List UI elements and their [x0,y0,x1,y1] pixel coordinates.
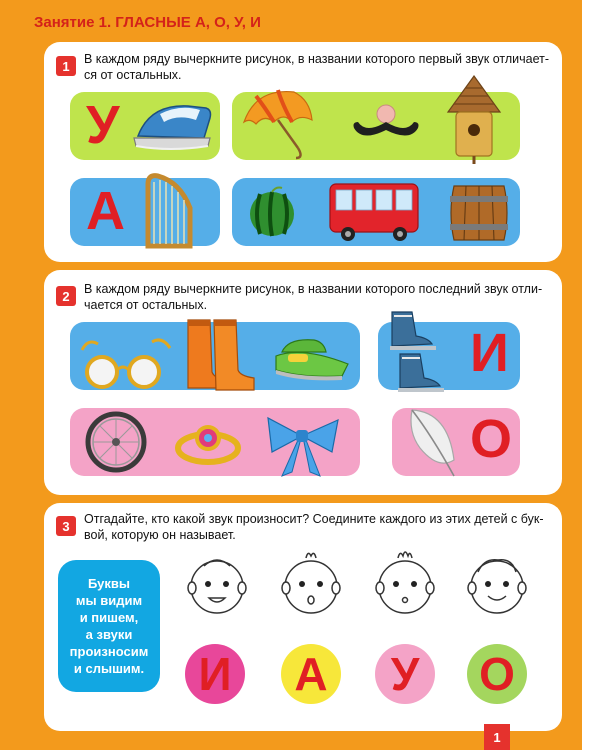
rubber-boots-picture[interactable] [182,316,258,394]
glasses-picture[interactable] [78,334,176,390]
wheel-picture[interactable] [84,410,148,474]
lesson-title: Занятие 1. ГЛАСНЫЕ А, О, У, И [34,14,261,31]
task-2-instruction [84,282,542,313]
task-1-row-2-letter[interactable]: А [86,181,125,241]
child-face-4[interactable] [464,550,530,618]
steam-iron-picture[interactable] [130,96,216,162]
task-2-instruction-line-2: чается от остальных. [84,297,208,312]
letter-circle-1[interactable]: И [185,644,245,704]
page-number: 1 [484,724,510,750]
birdhouse-picture[interactable] [444,72,504,164]
task-1-row-1-letter[interactable]: У [86,95,120,155]
letter-circle-4[interactable]: О [467,644,527,704]
harp-picture[interactable] [140,170,196,250]
task-2-row-2-letter[interactable]: О [470,409,513,469]
task-3-instruction-line-1: Отгадайте, кто какой звук произносит? Соедините каждого из этих детей с бук- [84,512,544,526]
task-1-number: 1 [56,56,76,76]
rule-line: произносим [69,644,149,659]
rule-line: а звуки [85,627,133,642]
task-1-instruction-line-1: В каждом ряду вычеркните рисунок, в названии которого первый звук отличает- [84,52,550,66]
child-face-1[interactable] [184,552,250,618]
rule-bubble [58,560,160,692]
task-2-number: 2 [56,286,76,306]
task-2-instruction-line-1: В каждом ряду вычеркните рисунок, в названии которого последний звук отли- [84,282,543,296]
moustache-picture[interactable] [350,98,422,148]
bus-picture[interactable] [326,180,422,244]
bow-picture[interactable] [262,412,342,478]
task-3-number: 3 [56,516,76,536]
page-margin [582,0,600,750]
rule-line: мы видим [75,593,143,608]
task-1-instruction-line-2: ся от остальных. [84,67,182,82]
letter-circle-3[interactable]: У [375,644,435,704]
watermelon-picture[interactable] [246,186,298,238]
task-3-instruction-line-2: вой, которую он называет. [84,527,236,542]
umbrella-picture[interactable] [238,84,318,162]
child-face-3[interactable] [372,544,438,618]
child-face-2[interactable] [278,546,344,618]
task-2-row-1-letter[interactable]: И [470,323,509,383]
rule-line: и слышим. [73,661,145,676]
feather-picture[interactable] [398,404,460,480]
iron-picture[interactable] [272,334,352,386]
barrel-picture[interactable] [444,178,514,248]
rule-line: и пишем, [79,610,139,625]
skates-picture[interactable] [378,308,450,396]
ring-picture[interactable] [174,420,242,468]
letter-circle-2[interactable]: А [281,644,341,704]
rule-line: Буквы [87,576,130,591]
task-3-instruction [84,512,544,543]
